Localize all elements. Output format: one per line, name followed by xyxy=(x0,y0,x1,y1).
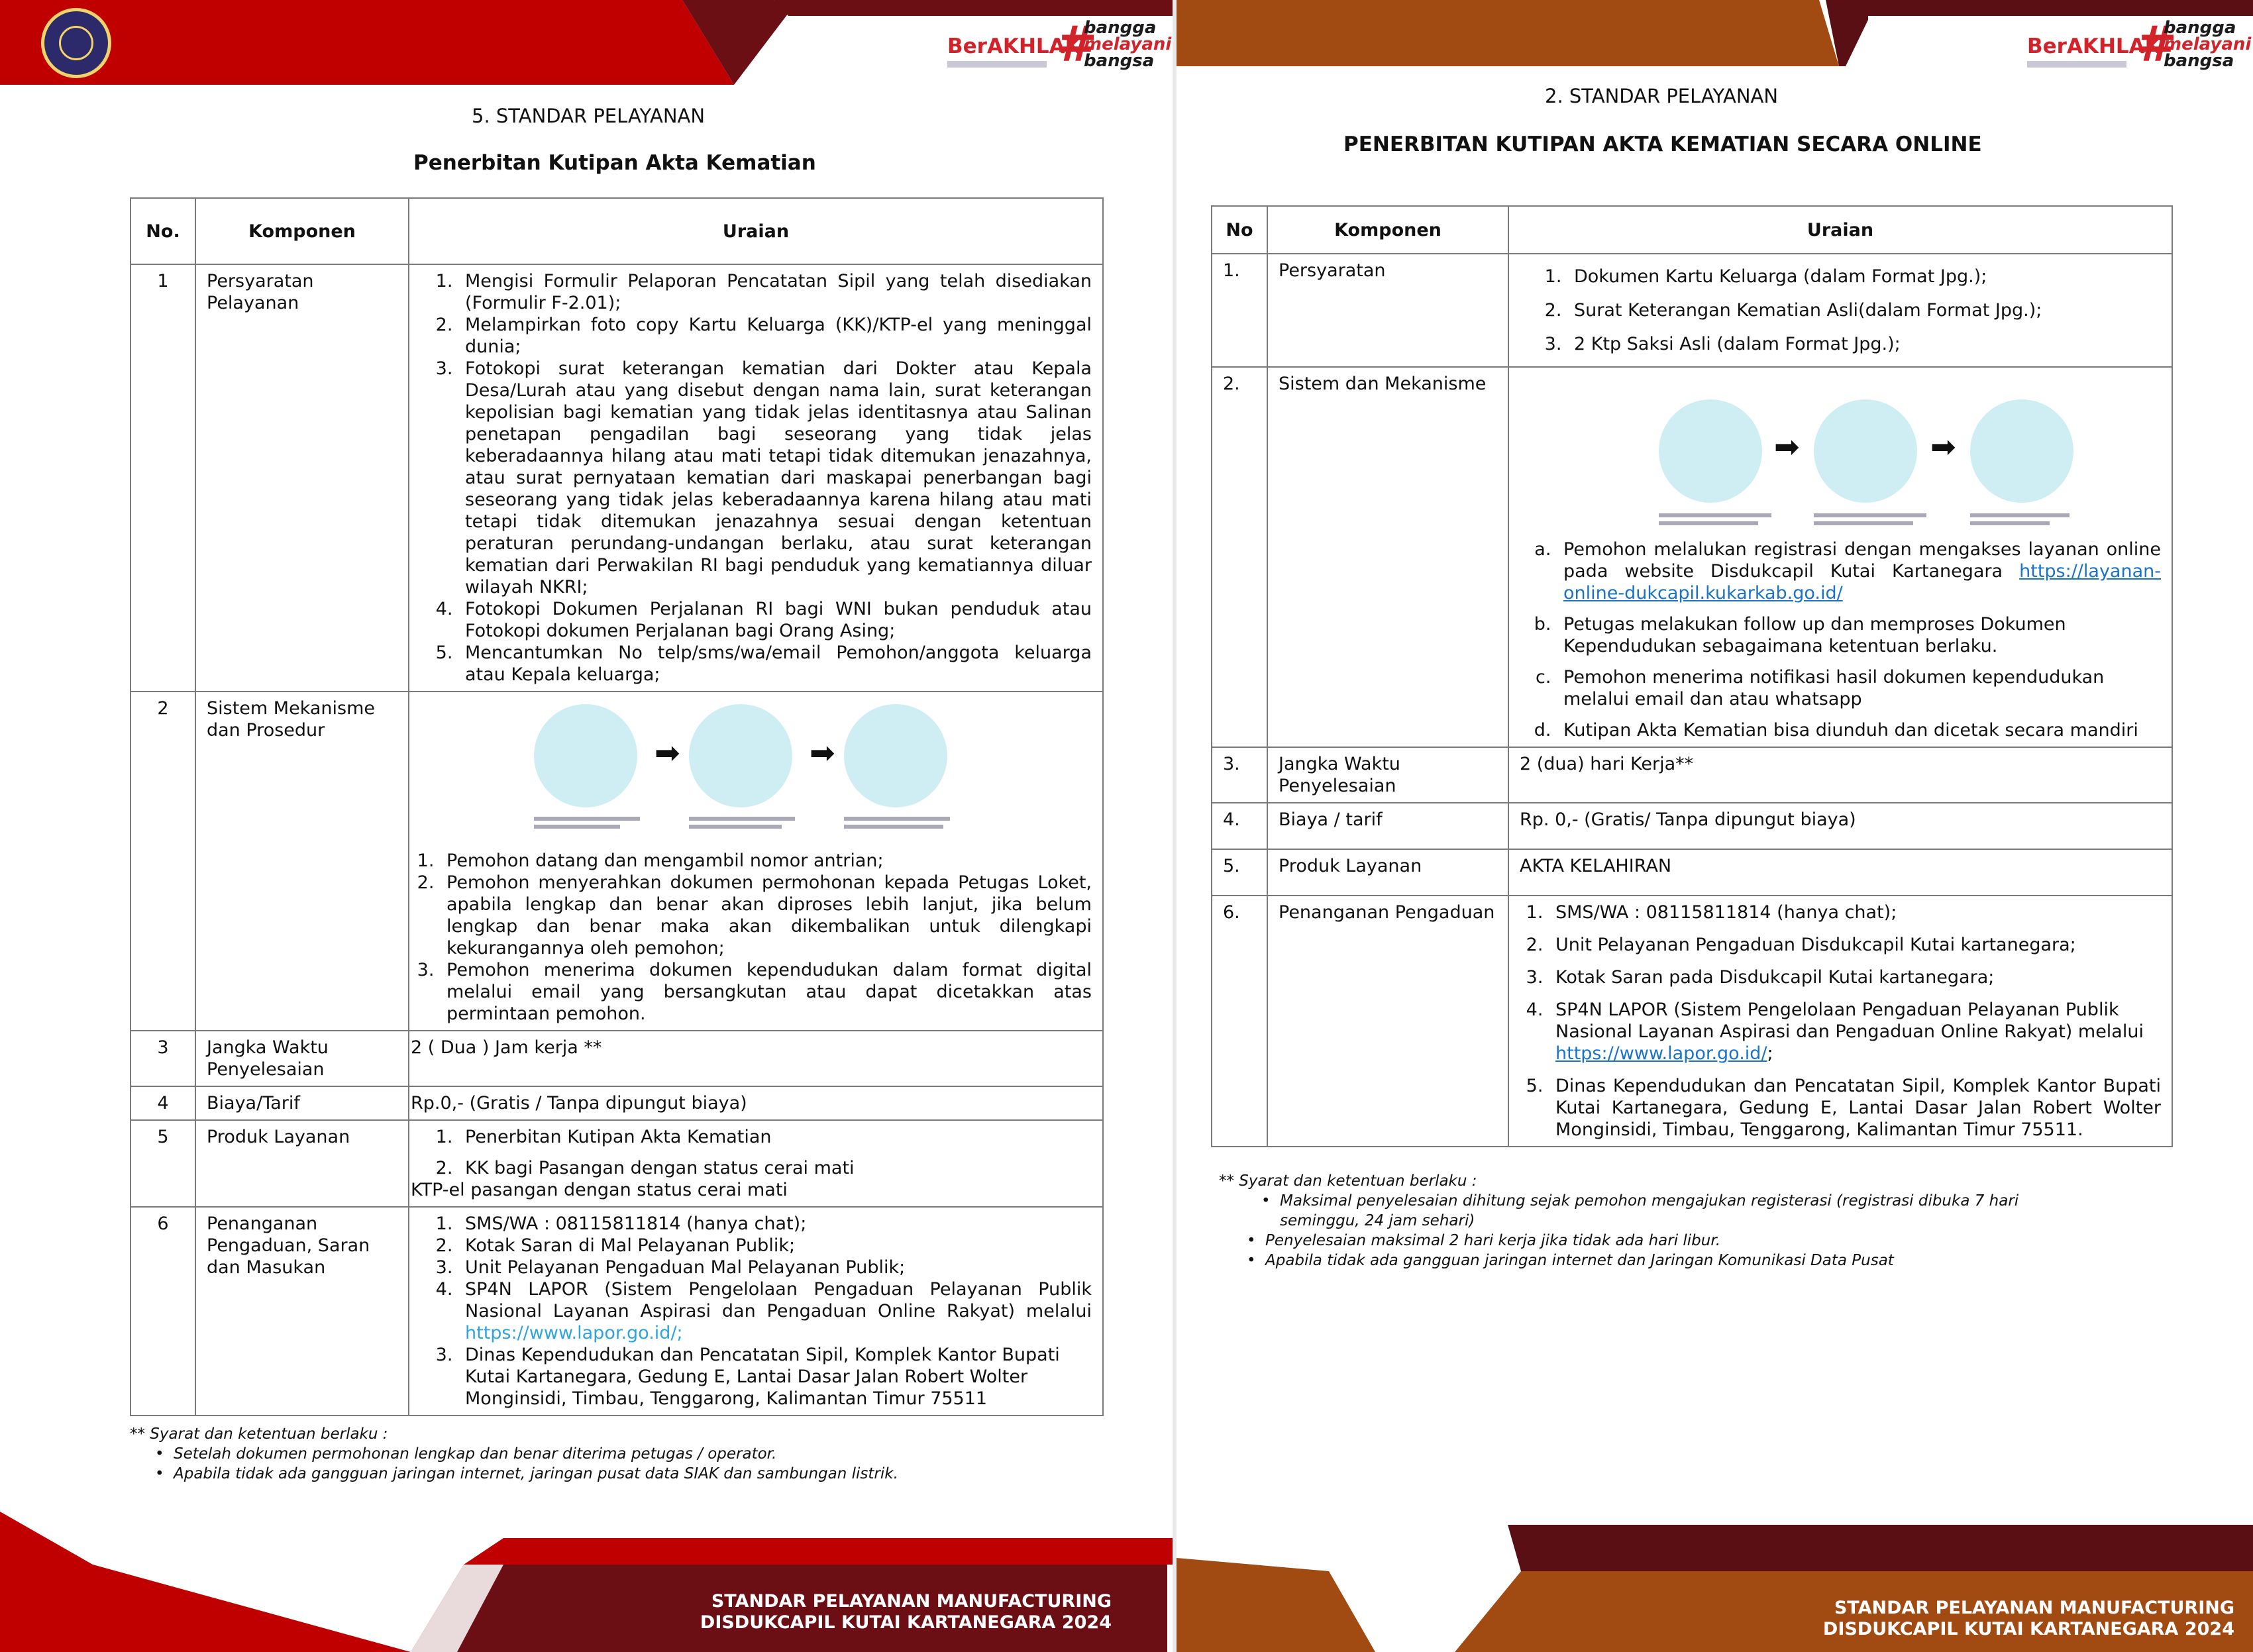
requirements-list: 1. Mengisi Formulir Pelaporan Pencatatan Sipil yang telah disediakan (Formulir F-2.01); 2. Melampirkan foto copy Kartu Keluarga (KK)/KTP-el yang meninggal dunia; 3. Fotokopi surat keterangan kematian dari Dokter atau Kepala Desa/Lurah atau yang disebut dengan nama lain, surat keterangan kepolisian bagi kematian yang tidak jelas identitasnya atau Salinan penetapan pengadilan bagi seseorang yang tidak jelas keberadaannya hilang atau mati tetapi tidak ditemukan jenazahnya, atau surat pernyataan kematian dari maskapai penerbangan bagi seseorang yang tidak jelas keberadaannya karena hilang atau mati tetapi tidak ditemukan jenazahnya sesuai dengan ketentuan peraturan perundang-undangan berlaku, atau surat keterangan kematian dari Perwakilan RI bagi penduduk yang kematiannya diluar wilayah NKRI; 4. Fotokopi Dokumen Perjalanan RI bagi WNI bukan penduduk atau Fotokopi dokumen Perjalanan bagi Orang Asing; 5. Mencantumkan No telp/sms/wa/email Pemohon/anggota keluarga atau Kepala keluarga; xyxy=(420,270,1092,686)
header-uraian: Uraian xyxy=(1508,206,2172,254)
header-no: No. xyxy=(131,198,195,264)
arrow-right-icon: ➡ xyxy=(1774,429,1800,464)
header-no: No xyxy=(1212,206,1267,254)
complaint-list: 1. SMS/WA : 08115811814 (hanya chat); 2. Kotak Saran di Mal Pelayanan Publik; 3. Unit Pelayanan Pengaduan Mal Pelayanan Publik; 4. SP4N LAPOR (Sistem Pengelolaan Pengaduan Pelayanan Publik Nasional Layanan Aspirasi dan Pengaduan Online Rakyat) melalui https://www.lapor.go.id/; 3. Dinas Kependudukan dan Pencatatan Sipil, Komplek Kantor Bupati Kutai Kartanegara, Gedung E, Lantai Dasar Jalan Robert Wolter Monginsidi, Timbau, Tenggarong, Kalimantan Timur 75511 xyxy=(420,1213,1092,1410)
terms-notes: ** Syarat dan ketentuan berlaku : • Setelah dokumen permohonan lengkap dan benar diterima petugas / operator. • Apabila tidak ada gangguan jaringan internet, jaringan pusat data SIAK dan sambungan listrik. xyxy=(130,1424,898,1484)
page-footer xyxy=(1177,1498,2253,1652)
section-title: 5. STANDAR PELAYANAN xyxy=(472,105,706,127)
service-standard-table xyxy=(130,197,1104,1416)
table-row: 2 Sistem Mekanisme dan Prosedur ➡ ➡ 1. Pemohon datang dan mengambil nomor antrian; 2. Pemohon menyerahkan dokumen permohonan kepada Petugas Loket, apabila lengkap dan benar akan diproses lebih lanjut, jika belum lengkap dan benar maka akan dikembalikan untuk dilengkapi kekurangannya oleh pemohon; 3. Pemohon menerima dokumen kependudukan dalam format digital melalui email yang bersangkutan atau dapat dicetakkan atas permintaan pemohon. xyxy=(131,692,1103,1031)
page-footer xyxy=(0,1498,1173,1652)
header-komponen: Komponen xyxy=(1267,206,1508,254)
arrow-right-icon: ➡ xyxy=(655,735,680,770)
document-illustration xyxy=(844,704,947,807)
table-row: 1. Persyaratan 1. Dokumen Kartu Keluarga (dalam Format Jpg.); 2. Surat Keterangan Kematian Asli(dalam Format Jpg.); 3. 2 Ktp Saksi Asli (dalam Format Jpg.); xyxy=(1212,254,2172,367)
document-title: Penerbitan Kutipan Akta Kematian xyxy=(413,151,816,175)
page-header xyxy=(0,0,1173,85)
table-row: 4 Biaya/Tarif Rp.0,- (Gratis / Tanpa dipungut biaya) xyxy=(131,1086,1103,1120)
table-row: 5 Produk Layanan 1. Penerbitan Kutipan Akta Kematian 2. KK bagi Pasangan dengan status cerai mati KTP-el pasangan dengan status cerai mati xyxy=(131,1120,1103,1207)
table-header-row xyxy=(1212,206,2172,254)
kukar-seal-logo xyxy=(41,8,111,78)
phone-registration-illustration xyxy=(1659,399,1762,503)
complaint-list: 1. SMS/WA : 08115811814 (hanya chat); 2. Unit Pelayanan Pengaduan Disdukcapil Kutai kartanegara; 3. Kotak Saran pada Disdukcapil Kutai kartanegara; 4. SP4N LAPOR (Sistem Pengelolaan Pengaduan Pelayanan Publik Nasional Layanan Aspirasi dan Pengaduan Online Rakyat) melalui https://www.lapor.go.id/; 5. Dinas Kependudukan dan Pencatatan Sipil, Komplek Kantor Bupati Kutai Kartanegara, Gedung E, Lantai Dasar Jalan Robert Wolter Monginsidi, Timbau, Tenggarong, Kalimantan Timur 75511. xyxy=(1520,902,2161,1141)
table-row: 3 Jangka Waktu Penyelesaian 2 ( Dua ) Jam kerja ** xyxy=(131,1031,1103,1086)
page-header xyxy=(1177,0,2253,85)
officer-laptop-illustration xyxy=(1814,399,1917,503)
arrow-right-icon: ➡ xyxy=(810,735,835,770)
lapor-link[interactable]: https://www.lapor.go.id/ xyxy=(1555,1043,1767,1064)
service-standard-table xyxy=(1211,205,2173,1147)
terms-notes: ** Syarat dan ketentuan berlaku : • Maksimal penyelesaian dihitung sejak pemohon mengajukan registerasi (registrasi dibuka 7 hari seminggu, 24 jam sehari) • Penyelesaian maksimal 2 hari kerja jika tidak ada hari libur. • Apabila tidak ada gangguan jaringan internet dan Jaringan Komunikasi Data Pusat xyxy=(1219,1171,2040,1270)
mechanism-list: a. Pemohon melalukan registrasi dengan mengakses layanan online pada website Disdukcapil Kutai Kartanegara https://layanan-online-dukcapil.kukarkab.go.id/ b. Petugas melakukan follow up dan memproses Dokumen Kependudukan sebagaimana ketentuan berlaku. c. Pemohon menerima notifikasi hasil dokumen kependudukan melalui email dan atau whatsapp d. Kutipan Akta Kematian bisa diunduh dan dicetak secara mandiri xyxy=(1520,539,2161,741)
arrow-right-icon: ➡ xyxy=(1930,429,1956,464)
table-row: 6 Penanganan Pengaduan, Saran dan Masukan 1. SMS/WA : 08115811814 (hanya chat); 2. Kotak Saran di Mal Pelayanan Publik; 3. Unit Pelayanan Pengaduan Mal Pelayanan Publik; 4. SP4N LAPOR (Sistem Pengelolaan Pengaduan Pelayanan Publik Nasional Layanan Aspirasi dan Pengaduan Online Rakyat) melalui https://www.lapor.go.id/; 3. Dinas Kependudukan dan Pencatatan Sipil, Komplek Kantor Bupati Kutai Kartanegara, Gedung E, Lantai Dasar Jalan Robert Wolter Monginsidi, Timbau, Tenggarong, Kalimantan Timur 75511 xyxy=(131,1207,1103,1416)
page-right xyxy=(1177,0,2253,1652)
procedure-illustration xyxy=(420,697,1092,850)
table-row: 3. Jangka Waktu Penyelesaian 2 (dua) hari Kerja** xyxy=(1212,747,2172,803)
table-header-row xyxy=(131,198,1103,264)
procedure-list: 1. Pemohon datang dan mengambil nomor antrian; 2. Pemohon menyerahkan dokumen permohonan kepada Petugas Loket, apabila lengkap dan benar akan diproses lebih lanjut, jika belum lengkap dan benar maka akan dikembalikan untuk dilengkapi kekurangannya oleh pemohon; 3. Pemohon menerima dokumen kependudukan dalam format digital melalui email yang bersangkutan atau dapat dicetakkan atas permintaan pemohon. xyxy=(420,850,1092,1025)
email-notification-illustration xyxy=(1970,399,2073,503)
queue-people-illustration xyxy=(534,704,637,807)
header-uraian: Uraian xyxy=(409,198,1103,264)
footer-text: STANDAR PELAYANAN MANUFACTURING DISDUKCAPIL KUTAI KARTANEGARA 2024 xyxy=(1822,1598,2234,1639)
table-row: 6. Penanganan Pengaduan 1. SMS/WA : 08115811814 (hanya chat); 2. Unit Pelayanan Pengaduan Disdukcapil Kutai kartanegara; 3. Kotak Saran pada Disdukcapil Kutai kartanegara; 4. SP4N LAPOR (Sistem Pengelolaan Pengaduan Pelayanan Publik Nasional Layanan Aspirasi dan Pengaduan Online Rakyat) melalui https://www.lapor.go.id/; 5. Dinas Kependudukan dan Pencatatan Sipil, Komplek Kantor Bupati Kutai Kartanegara, Gedung E, Lantai Dasar Jalan Robert Wolter Monginsidi, Timbau, Tenggarong, Kalimantan Timur 75511. xyxy=(1212,896,2172,1147)
footer-text: STANDAR PELAYANAN MANUFACTURING DISDUKCAPIL KUTAI KARTANEGARA 2024 xyxy=(700,1591,1112,1633)
table-row: 2. Sistem dan Mekanisme ➡ ➡ a. Pemohon melalukan registrasi dengan mengakses layanan online pada website Disdukcapil Kutai Kartanegara https://layanan-online-dukcapil.kukarkab.go.id/ b. Petugas melakukan follow up dan memproses Dokumen Kependudukan sebagaimana ketentuan berlaku. c. Pemohon menerima notifikasi hasil dokumen kependudukan melalui email dan atau whatsapp d. Kutipan Akta Kematian bisa diunduh dan dicetak secara mandiri xyxy=(1212,367,2172,747)
lapor-link[interactable]: https://www.lapor.go.id/; xyxy=(465,1323,683,1343)
berakhlak-logo: BerAKHLAK # bangga melayani bangsa xyxy=(942,16,1173,77)
section-title: 2. STANDAR PELAYANAN xyxy=(1545,85,1779,107)
header-komponen: Komponen xyxy=(195,198,409,264)
requirements-list: 1. Dokumen Kartu Keluarga (dalam Format Jpg.); 2. Surat Keterangan Kematian Asli(dalam Format Jpg.); 3. 2 Ktp Saksi Asli (dalam Format Jpg.); xyxy=(1520,260,2161,361)
table-row: 4. Biaya / tarif Rp. 0,- (Gratis/ Tanpa dipungut biaya) xyxy=(1212,803,2172,849)
document-title: PENERBITAN KUTIPAN AKTA KEMATIAN SECARA ONLINE xyxy=(1343,132,1982,156)
table-row: 5. Produk Layanan AKTA KELAHIRAN xyxy=(1212,849,2172,896)
online-procedure-illustration xyxy=(1520,373,2161,539)
berakhlak-logo: BerAKHLAK # bangga melayani bangsa xyxy=(2022,16,2252,77)
layanan-online-link[interactable]: https://layanan-online-dukcapil.kukarkab.go.id/ xyxy=(1563,561,2161,603)
table-row: 1 Persyaratan Pelayanan 1. Mengisi Formulir Pelaporan Pencatatan Sipil yang telah disediakan (Formulir F-2.01); 2. Melampirkan foto copy Kartu Keluarga (KK)/KTP-el yang meninggal dunia; 3. Fotokopi surat keterangan kematian dari Dokter atau Kepala Desa/Lurah atau yang disebut dengan nama lain, surat keterangan kepolisian bagi kematian yang tidak jelas identitasnya atau Salinan penetapan pengadilan bagi seseorang yang tidak jelas keberadaannya hilang atau mati tetapi tidak ditemukan jenazahnya, atau surat pernyataan kematian dari maskapai penerbangan bagi seseorang yang tidak jelas keberadaannya karena hilang atau mati tetapi tidak ditemukan jenazahnya sesuai dengan ketentuan peraturan perundang-undangan berlaku, atau surat keterangan kematian dari Perwakilan RI bagi penduduk yang kematiannya diluar wilayah NKRI; 4. Fotokopi Dokumen Perjalanan RI bagi WNI bukan penduduk atau Fotokopi dokumen Perjalanan bagi Orang Asing; 5. Mencantumkan No telp/sms/wa/email Pemohon/anggota keluarga atau Kepala keluarga; xyxy=(131,264,1103,692)
service-counter-illustration xyxy=(689,704,792,807)
